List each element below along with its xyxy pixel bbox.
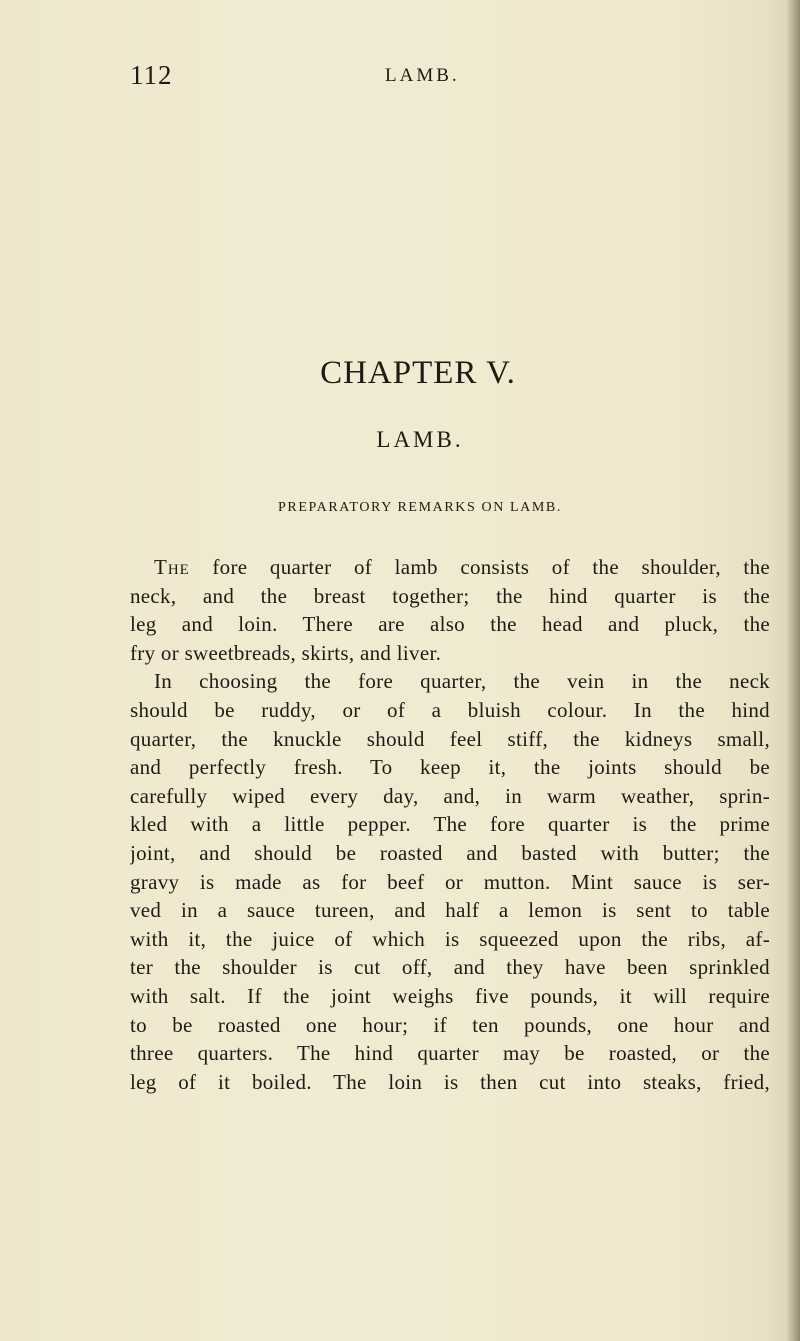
paragraph-2-line: ved in a sauce tureen, and half a lemon is sent to table (130, 898, 770, 923)
paragraph-2-line: and perfectly fresh. To keep it, the joints should be (130, 755, 770, 780)
paragraph-2-line: quarter, the knuckle should feel stiff, the kidneys small, (130, 726, 770, 751)
paragraph-2-line: joint, and should be roasted and basted with butter; the (130, 840, 770, 865)
paragraph-1-line: fry or sweetbreads, skirts, and liver. (130, 640, 442, 665)
paragraph-2-line: ter the shoulder is cut off, and they have been sprinkled (130, 955, 770, 980)
paragraph-2-line: with it, the juice of which is squeezed upon the ribs, af- (130, 926, 770, 951)
running-title: LAMB. (385, 65, 460, 86)
chapter-heading: CHAPTER V. (320, 355, 516, 391)
page-edge-shadow (786, 0, 800, 1341)
paragraph-2-line: In choosing the fore quarter, the vein in the neck (154, 669, 770, 694)
section-heading: PREPARATORY REMARKS ON LAMB. (278, 500, 562, 515)
paragraph-1-first-word: The (154, 555, 190, 579)
paragraph-2-line: three quarters. The hind quarter may be roasted, or the (130, 1041, 770, 1066)
paragraph-2-line: gravy is made as for beef or mutton. Mint sauce is ser- (130, 869, 770, 894)
paragraph-1-line: neck, and the breast together; the hind quarter is the (130, 583, 770, 608)
paragraph-2-line: to be roasted one hour; if ten pounds, one hour and (130, 1012, 770, 1037)
paragraph-2-line: with salt. If the joint weighs five pounds, it will require (130, 983, 770, 1008)
paragraph-2-line: carefully wiped every day, and, in warm weather, sprin- (130, 783, 770, 808)
paragraph-1-line-1-rest: fore quarter of lamb consists of the shoulder, the (212, 555, 770, 579)
paragraph-1-line (130, 553, 770, 582)
chapter-subheading: LAMB. (376, 427, 464, 452)
paragraph-1-line: leg and loin. There are also the head and pluck, the (130, 612, 770, 637)
paragraph-2-line: leg of it boiled. The loin is then cut into steaks, fried, (130, 1069, 770, 1094)
paragraph-2-line: should be ruddy, or of a bluish colour. In the hind (130, 697, 770, 722)
running-head (0, 60, 800, 100)
body-text (130, 553, 770, 1096)
page-number: 112 (130, 60, 173, 90)
paragraph-2-line: kled with a little pepper. The fore quarter is the prime (130, 812, 770, 837)
